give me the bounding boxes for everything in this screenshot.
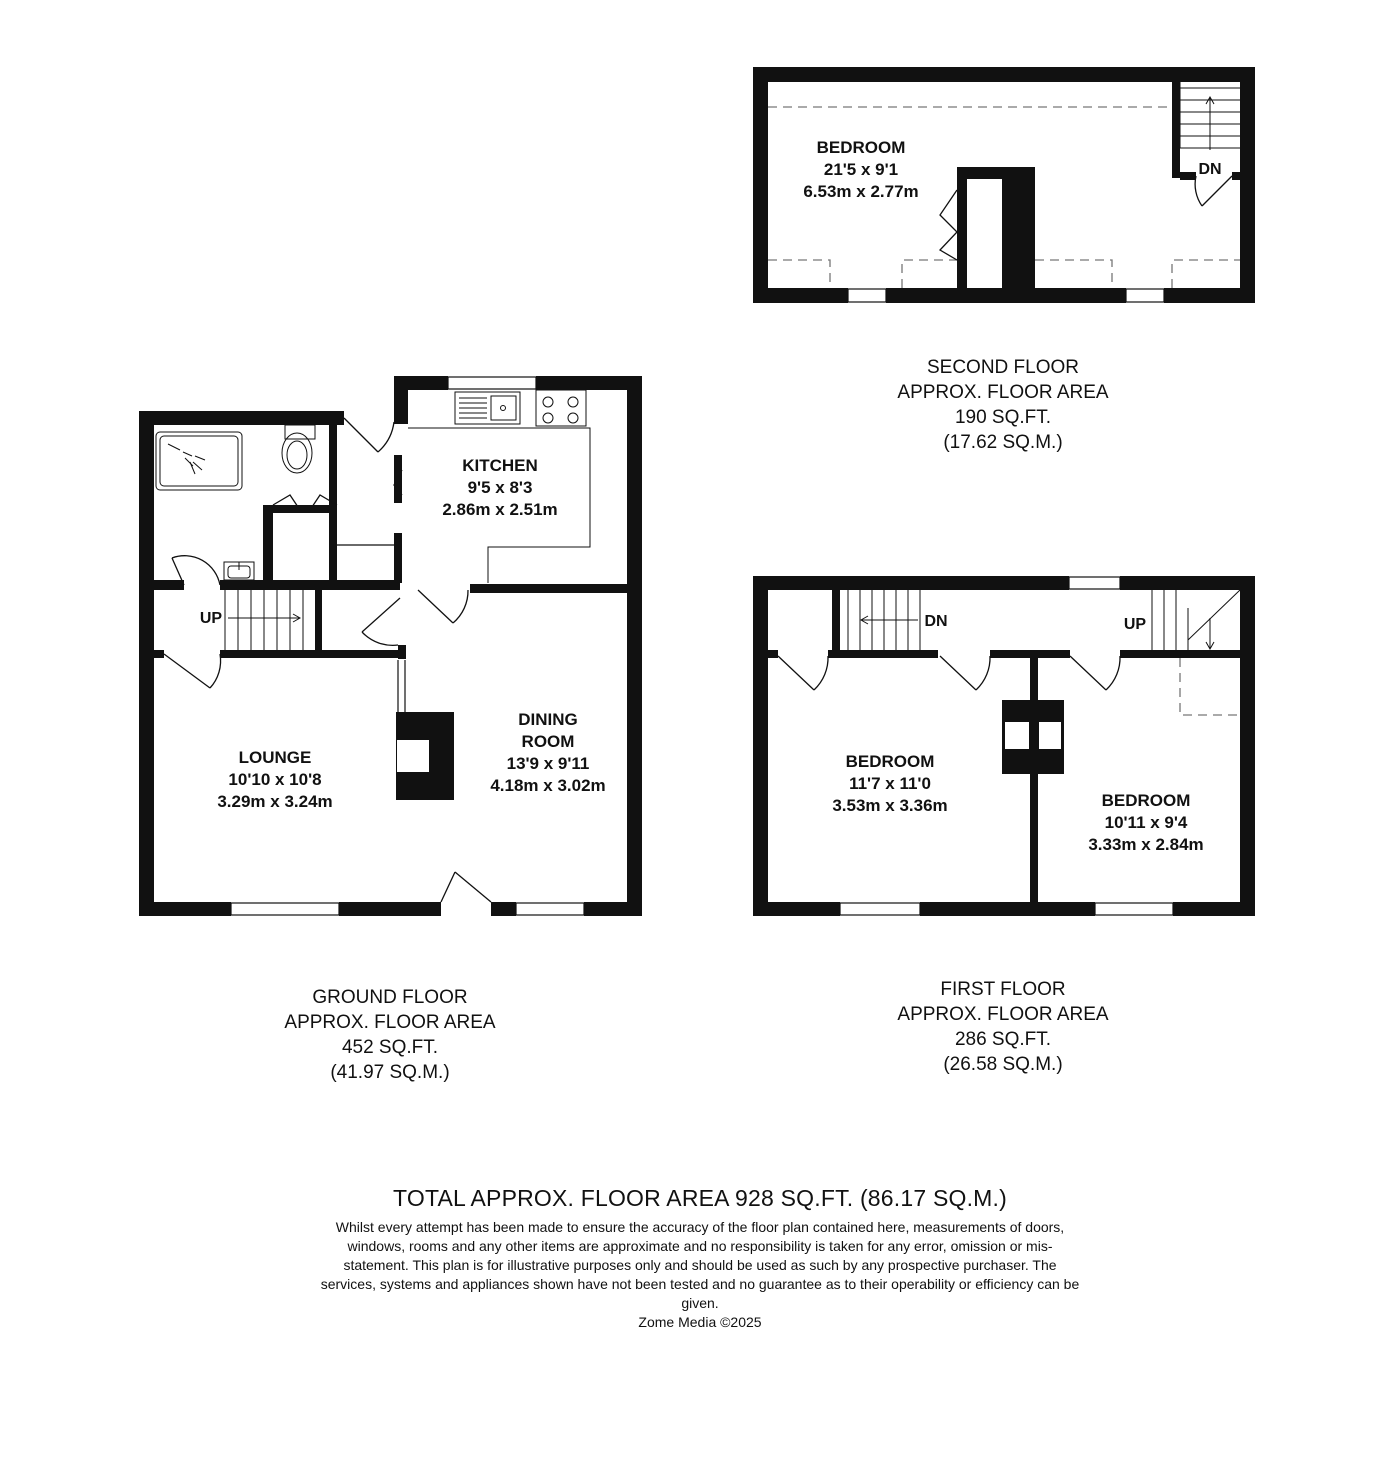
toilet-icon (282, 425, 315, 473)
dining-room-name-line1: DINING (518, 710, 578, 729)
kitchen-name: KITCHEN (462, 456, 538, 475)
kitchen-metric: 2.86m x 2.51m (442, 500, 558, 519)
second-floor-doors (940, 176, 1232, 260)
ground-floor-area-heading: APPROX. FLOOR AREA (284, 1012, 496, 1033)
lounge-metric: 3.29m x 3.24m (217, 792, 333, 811)
first-floor-bedroom-2-name: BEDROOM (1101, 791, 1191, 810)
lounge-name: LOUNGE (238, 748, 312, 767)
second-floor-area-heading: APPROX. FLOOR AREA (897, 382, 1109, 403)
first-floor-bedroom-1-imperial: 11'7 x 11'0 (849, 774, 931, 793)
first-floor-plan (753, 576, 1255, 1075)
first-floor-walls (753, 576, 1255, 916)
first-floor-dashed-area (1180, 658, 1240, 715)
ground-floor-area-sqm: (41.97 SQ.M.) (330, 1062, 450, 1083)
disclaimer-text: Whilst every attempt has been made to ensure the accuracy of the floor plan contained here, measurements of doors, windows, rooms and any other items are approximate and no responsibility is taken for any error, omission or mis-statement. This plan is for illustrative purposes only and should be used as such by any prospective purchaser. The services, systems and appliances shown have not been tested and no guarantee as to their operability or efficiency can be given. (320, 1219, 1080, 1311)
shower-tray-icon (156, 432, 242, 490)
second-floor-stairs (1180, 82, 1240, 150)
first-floor-doors (778, 656, 1120, 690)
ground-floor-plan (139, 376, 642, 1083)
first-floor-stairs-down-label: DN (924, 613, 948, 630)
kitchen-imperial: 9'5 x 8'3 (467, 478, 533, 497)
basin-icon (224, 562, 254, 580)
dining-room-metric: 4.18m x 3.02m (490, 776, 606, 795)
ground-floor-doors (164, 418, 491, 902)
first-floor-bedroom-1-metric: 3.53m x 3.36m (832, 796, 948, 815)
first-floor-bedroom-2-metric: 3.33m x 2.84m (1088, 835, 1204, 854)
second-floor-bedroom-name: BEDROOM (816, 138, 906, 157)
ground-floor-area-sqft: 452 SQ.FT. (341, 1037, 439, 1058)
second-floor-title: SECOND FLOOR (926, 357, 1080, 378)
first-floor-area-sqft: 286 SQ.FT. (954, 1029, 1052, 1050)
first-floor-stairs-up (1152, 590, 1240, 650)
first-floor-bedroom-1-name: BEDROOM (845, 752, 935, 771)
kitchen-sink-icon (455, 392, 520, 424)
first-floor-stairs-up-label: UP (1123, 616, 1147, 633)
second-floor-area-sqft: 190 SQ.FT. (954, 407, 1052, 428)
kitchen-hob-icon (536, 390, 586, 426)
first-floor-title: FIRST FLOOR (940, 979, 1066, 1000)
ground-floor-walls (139, 376, 642, 916)
lounge-imperial: 10'10 x 10'8 (228, 770, 322, 789)
second-floor-plan (753, 67, 1255, 453)
second-floor-bedroom-metric: 6.53m x 2.77m (803, 182, 919, 201)
total-floor-area: TOTAL APPROX. FLOOR AREA 928 SQ.FT. (86.17 SQ.M.) (393, 1185, 1007, 1211)
dining-room-imperial: 13'9 x 9'11 (506, 754, 590, 773)
ground-floor-stairs-up-label: UP (199, 610, 223, 627)
first-floor-area-sqm: (26.58 SQ.M.) (943, 1054, 1063, 1075)
first-floor-stairs-down (848, 590, 920, 650)
second-floor-stairs-down-label: DN (1198, 161, 1222, 178)
second-floor-bedroom-imperial: 21'5 x 9'1 (823, 160, 899, 179)
first-floor-bedroom-2-imperial: 10'11 x 9'4 (1104, 813, 1188, 832)
second-floor-area-sqm: (17.62 SQ.M.) (943, 432, 1063, 453)
dining-room-name-line2: ROOM (521, 732, 575, 751)
floor-plan-footer (0, 1185, 1400, 1332)
ground-floor-chimney-hole (397, 740, 429, 772)
copyright-credit: Zome Media ©2025 (638, 1314, 762, 1330)
ground-floor-title: GROUND FLOOR (312, 987, 468, 1008)
ground-floor-stairs (225, 590, 303, 650)
first-floor-area-heading: APPROX. FLOOR AREA (897, 1004, 1109, 1025)
